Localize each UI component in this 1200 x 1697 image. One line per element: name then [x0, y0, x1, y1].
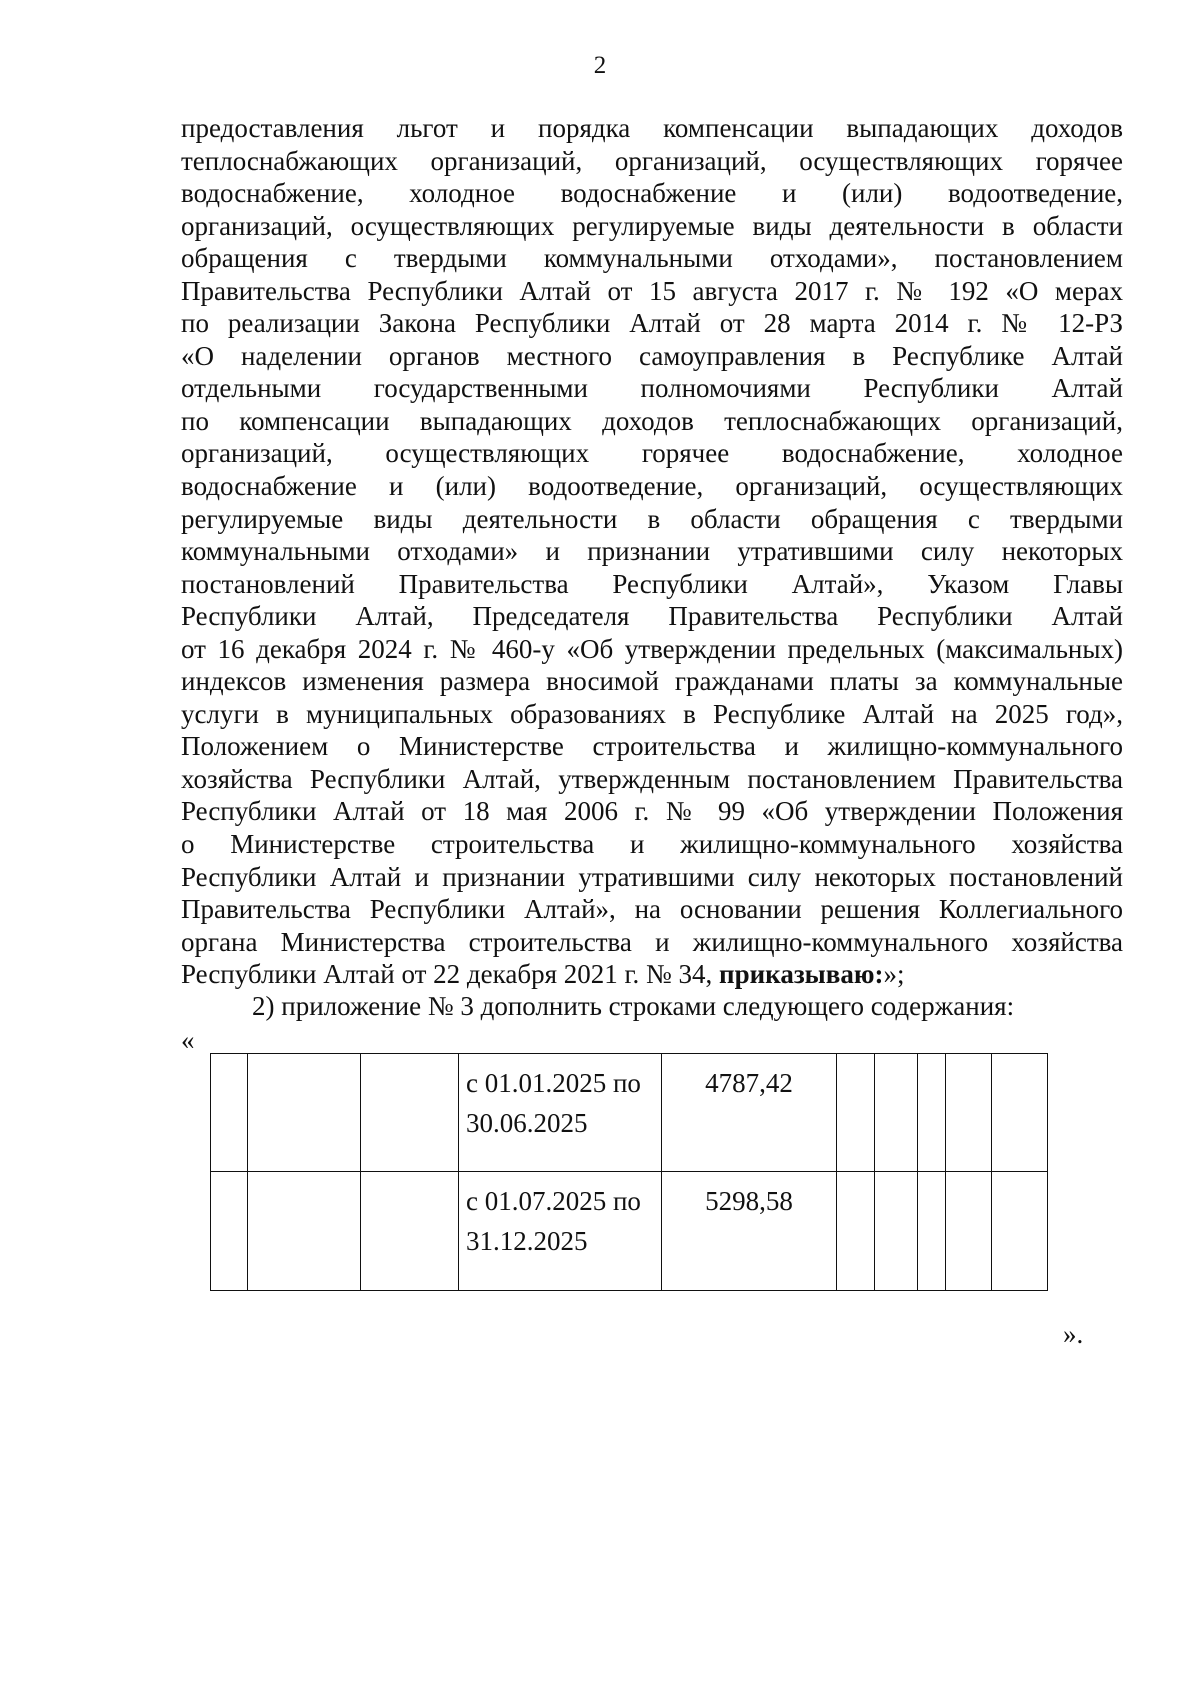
table-cell [992, 1054, 1048, 1172]
order-keyword: приказываю: [719, 959, 884, 990]
table-cell [211, 1054, 248, 1172]
table-cell [837, 1054, 875, 1172]
text-line: коммунальными отходами» и признании утратившими силу некоторых [181, 536, 1123, 567]
table-cell [918, 1172, 946, 1291]
text-line: обращения с твердыми коммунальными отходами», постановлением [181, 243, 1123, 274]
table-cell [992, 1172, 1048, 1291]
table-cell [837, 1172, 875, 1291]
table-cell [361, 1054, 459, 1172]
text-line: водоснабжение и (или) водоотведение, организаций, осуществляющих [181, 471, 1123, 502]
text-line: хозяйства Республики Алтай, утвержденным постановлением Правительства [181, 763, 1123, 794]
inserted-rows-table [210, 1053, 1048, 1291]
table-cell [248, 1054, 361, 1172]
text-line: Правительства Республики Алтай», на основании решения Коллегиального [181, 894, 1123, 925]
text-line: индексов изменения размера вносимой гражданами платы за коммунальные [181, 666, 1123, 697]
last-line-suffix: »; [883, 959, 905, 990]
text-line: «О наделении органов местного самоуправления в Республике Алтай [181, 340, 1123, 371]
last-line-text: Республики Алтай от 22 декабря 2021 г. № 34, [181, 959, 720, 990]
amount-cell: 5298,58 [662, 1172, 837, 1291]
text-line: организаций, осуществляющих горячее водоснабжение, холодное [181, 438, 1123, 469]
text-line: Республики Алтай от 18 мая 2006 г. № 99 «Об утверждении Положения [181, 796, 1123, 827]
close-quote: ». [1063, 1319, 1084, 1349]
text-line: организаций, осуществляющих регулируемые виды деятельности в области [181, 210, 1123, 241]
table-cell [248, 1172, 361, 1291]
table-cell [875, 1054, 918, 1172]
text-line: услуги в муниципальных образованиях в Республике Алтай на 2025 год», [181, 698, 1123, 729]
text-line: постановлений Правительства Республики Алтай», Указом Главы [181, 568, 1123, 599]
text-line: по компенсации выпадающих доходов теплоснабжающих организаций, [181, 405, 1123, 436]
item-2-text: 2) приложение № 3 дополнить строками следующего содержания: [252, 991, 1015, 1021]
text-line: предоставления льгот и порядка компенсации выпадающих доходов [181, 113, 1123, 143]
table-cell [946, 1054, 992, 1172]
amount-cell: 4787,42 [662, 1054, 837, 1172]
body-paragraph [181, 112, 1123, 991]
period-cell: с 01.01.2025 по 30.06.2025 [459, 1054, 662, 1172]
text-line: Республики Алтай и признании утратившими силу некоторых постановлений [181, 861, 1123, 892]
text-line: по реализации Закона Республики Алтай от 28 марта 2014 г. № 12-РЗ [181, 308, 1123, 339]
table-cell [918, 1054, 946, 1172]
table-cell [946, 1172, 992, 1291]
text-line: Республики Алтай, Председателя Правительства Республики Алтай [181, 601, 1123, 632]
open-quote: « [181, 1025, 195, 1055]
table-row [211, 1172, 1048, 1291]
text-line: Положением о Министерстве строительства и жилищно-коммунального [181, 731, 1123, 762]
text-line: водоснабжение, холодное водоснабжение и (или) водоотведение, [181, 178, 1123, 209]
text-line: от 16 декабря 2024 г. № 460-у «Об утверждении предельных (максимальных) [181, 633, 1123, 664]
text-line: Правительства Республики Алтай от 15 августа 2017 г. № 192 «О мерах [181, 275, 1123, 306]
text-line: отдельными государственными полномочиями Республики Алтай [181, 373, 1123, 404]
text-line: регулируемые виды деятельности в области обращения с твердыми [181, 503, 1123, 534]
table-cell [211, 1172, 248, 1291]
table-cell [361, 1172, 459, 1291]
table-cell [875, 1172, 918, 1291]
period-cell: с 01.07.2025 по 31.12.2025 [459, 1172, 662, 1291]
page-number: 2 [593, 52, 607, 79]
text-line: о Министерстве строительства и жилищно-коммунального хозяйства [181, 829, 1123, 860]
text-line: органа Министерства строительства и жилищно-коммунального хозяйства [181, 926, 1123, 957]
table-row [211, 1054, 1048, 1172]
text-line: теплоснабжающих организаций, организаций, осуществляющих горячее [181, 145, 1123, 176]
text-line-last [181, 958, 1123, 991]
